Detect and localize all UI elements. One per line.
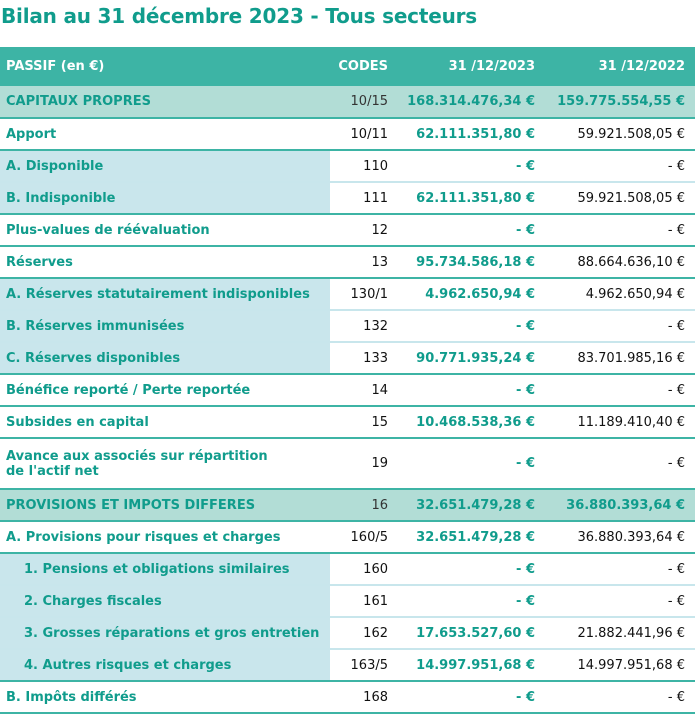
row-value-2022: - € — [667, 593, 685, 609]
row-code: 160/5 — [350, 529, 388, 545]
row-label: PROVISIONS ET IMPOTS DIFFERES — [6, 497, 256, 513]
row-value-2022: 159.775.554,55 € — [557, 94, 685, 109]
row-code: 133 — [363, 350, 388, 366]
row-value-2023: - € — [516, 318, 535, 334]
row-value-2022: 83.701.985,16 € — [577, 350, 685, 366]
row-value-2022: 36.880.393,64 € — [577, 529, 685, 545]
row-label: A. Provisions pour risques et charges — [6, 529, 281, 545]
row-value-2022: 11.189.410,40 € — [577, 414, 685, 430]
row-value-2022: 88.664.636,10 € — [577, 254, 685, 270]
row-code: 12 — [371, 222, 388, 238]
table-row-sub — [0, 649, 695, 681]
row-label: 4. Autres risques et charges — [0, 649, 330, 681]
row-code: 19 — [371, 456, 388, 471]
row-value-2023: 62.111.351,80 € — [416, 126, 535, 142]
row-value-2022: - € — [667, 456, 685, 471]
table-row — [0, 118, 695, 150]
row-value-2023: 14.997.951,68 € — [416, 657, 535, 673]
table-row-sub — [0, 182, 695, 214]
row-label: B. Indisponible — [0, 182, 330, 214]
row-value-2022: - € — [667, 689, 685, 705]
table-row-section — [0, 489, 695, 521]
row-value-2023: 17.653.527,60 € — [416, 625, 535, 641]
row-value-2023: - € — [516, 593, 535, 609]
row-code: 16 — [371, 497, 388, 513]
row-value-2022: 59.921.508,05 € — [577, 190, 685, 206]
row-code: 111 — [363, 190, 388, 206]
row-value-2022: - € — [667, 158, 685, 174]
row-label: 2. Charges fiscales — [0, 585, 330, 617]
row-code: 168 — [363, 689, 388, 705]
table-row — [0, 406, 695, 438]
row-value-2023: - € — [516, 689, 535, 705]
table-row-sub — [0, 617, 695, 649]
table-row-sub — [0, 150, 695, 182]
row-value-2022: - € — [667, 382, 685, 398]
row-label: 3. Grosses réparations et gros entretien — [0, 617, 330, 649]
row-code: 110 — [363, 158, 388, 174]
row-label: A. Réserves statutairement indisponibles — [0, 278, 330, 310]
row-value-2023: 32.651.479,28 € — [416, 529, 535, 545]
row-code: 13 — [371, 254, 388, 270]
row-label: C. Réserves disponibles — [0, 342, 330, 374]
row-code: 163/5 — [350, 657, 388, 673]
row-label: B. Réserves immunisées — [0, 310, 330, 342]
row-code: 132 — [363, 318, 388, 334]
row-value-2023: 32.651.479,28 € — [416, 497, 535, 513]
row-value-2023: 95.734.586,18 € — [416, 254, 535, 270]
row-label: Subsides en capital — [6, 414, 149, 430]
row-code: 160 — [363, 561, 388, 577]
row-label: Apport — [6, 126, 57, 142]
row-value-2023: 62.111.351,80 € — [416, 190, 535, 206]
row-value-2022: - € — [667, 318, 685, 334]
row-value-2022: 14.997.951,68 € — [577, 657, 685, 673]
row-value-2023: 4.962.650,94 € — [425, 286, 535, 302]
row-label: Bénéfice reporté / Perte reportée — [6, 382, 251, 398]
column-header-passif: PASSIF (en €) — [6, 59, 105, 74]
page-title: Bilan au 31 décembre 2023 - Tous secteurs — [1, 4, 477, 28]
table-row — [0, 521, 695, 553]
table-row-sub — [0, 310, 695, 342]
balance-sheet-table — [0, 47, 695, 714]
table-row — [0, 438, 695, 489]
row-value-2023: - € — [516, 382, 535, 398]
row-code: 14 — [371, 382, 388, 398]
row-label: Plus-values de réévaluation — [6, 222, 210, 238]
table-row — [0, 681, 695, 713]
table-row-sub — [0, 553, 695, 585]
row-label: A. Disponible — [0, 150, 330, 182]
row-value-2023: - € — [516, 456, 535, 471]
row-value-2022: - € — [667, 222, 685, 238]
row-value-2023: 90.771.935,24 € — [416, 350, 535, 366]
row-code: 161 — [363, 593, 388, 609]
row-label: Réserves — [6, 254, 73, 270]
row-label: B. Impôts différés — [6, 689, 137, 705]
column-header-codes: CODES — [338, 59, 388, 74]
row-code: 130/1 — [350, 286, 388, 302]
row-code: 162 — [363, 625, 388, 641]
row-label: CAPITAUX PROPRES — [6, 94, 151, 109]
table-row-sub — [0, 342, 695, 374]
row-value-2023: 168.314.476,34 € — [407, 94, 535, 109]
row-value-2022: 4.962.650,94 € — [585, 286, 685, 302]
table-row-section — [0, 86, 695, 118]
column-header-2022: 31 /12/2022 — [598, 59, 685, 74]
row-code: 15 — [371, 414, 388, 430]
row-label: 1. Pensions et obligations similaires — [0, 553, 330, 585]
table-row — [0, 214, 695, 246]
row-code: 10/15 — [350, 94, 388, 109]
table-row — [0, 374, 695, 406]
column-header-2023: 31 /12/2023 — [448, 59, 535, 74]
row-value-2023: - € — [516, 222, 535, 238]
table-header-row — [0, 47, 695, 86]
row-value-2023: - € — [516, 158, 535, 174]
table-row — [0, 246, 695, 278]
table-row-sub — [0, 585, 695, 617]
row-value-2022: - € — [667, 561, 685, 577]
row-code: 10/11 — [350, 126, 388, 142]
row-value-2023: 10.468.538,36 € — [416, 414, 535, 430]
row-value-2023: - € — [516, 561, 535, 577]
row-label: Avance aux associés sur répartition de l'actif net — [6, 448, 268, 479]
row-value-2022: 59.921.508,05 € — [577, 126, 685, 142]
row-value-2022: 21.882.441,96 € — [577, 625, 685, 641]
row-value-2022: 36.880.393,64 € — [566, 497, 685, 513]
table-row-sub — [0, 278, 695, 310]
